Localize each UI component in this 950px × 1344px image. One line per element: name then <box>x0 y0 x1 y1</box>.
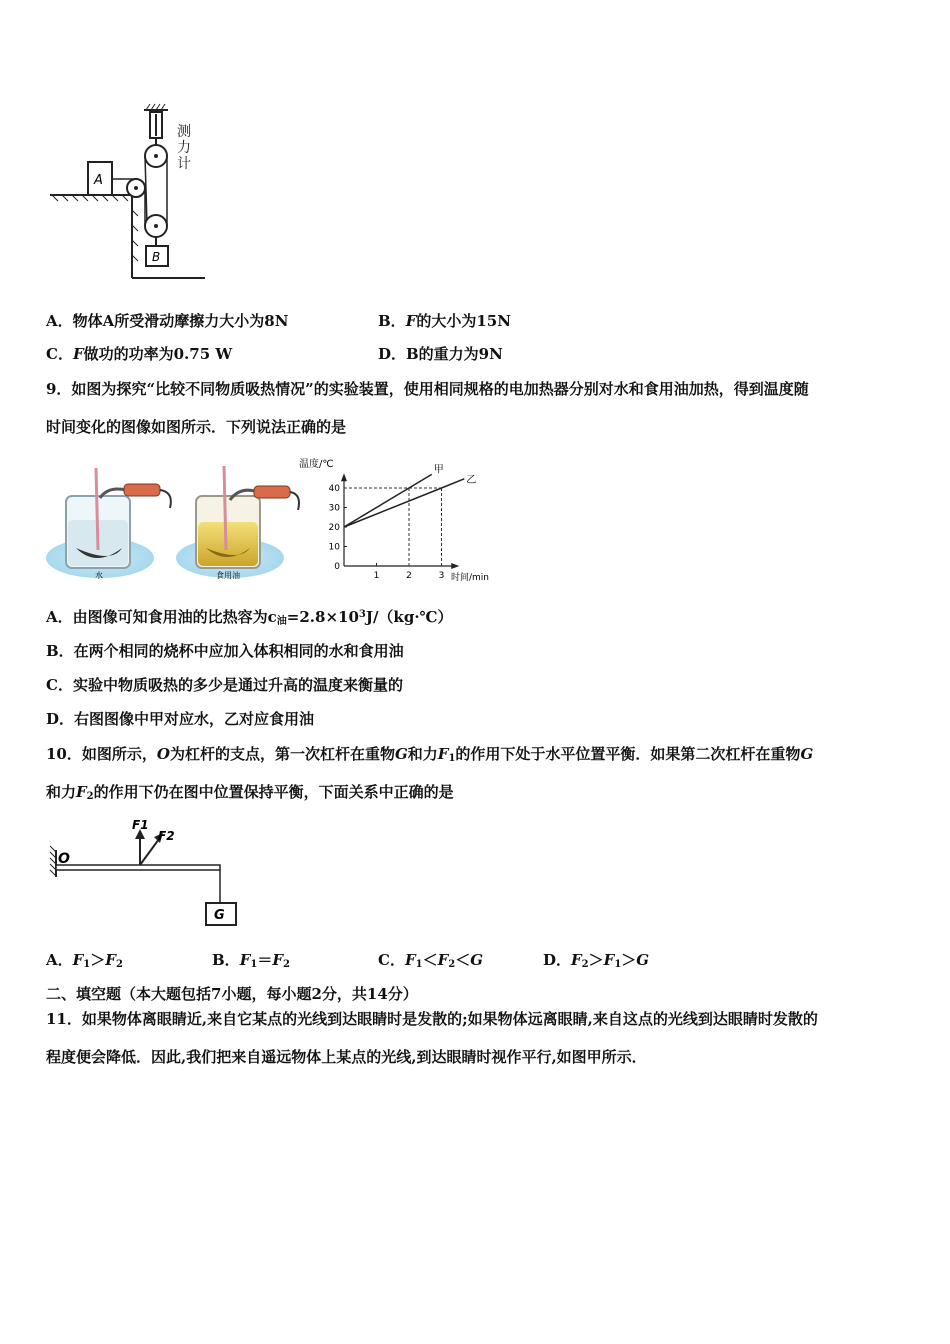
q10-text-1: 10．如图所示， <box>46 745 157 763</box>
q10-option-a[interactable] <box>46 949 123 971</box>
q9-option-a-sub: 油 <box>276 616 287 627</box>
q10-option-d-f: F <box>571 951 582 969</box>
q10-option-b-sub1: 1 <box>250 959 258 970</box>
chart-series-label: 甲 <box>433 464 444 476</box>
q8-option-c-suffix: 做功的功率为0.75 W <box>83 345 233 363</box>
q9-option-a-prefix: A．由图像可知食用油的比热容为c <box>46 608 277 626</box>
chart-ylabel: 温度/℃ <box>299 459 334 470</box>
q10-option-d-prefix: D． <box>543 951 572 969</box>
q10-option-a-sub2: 2 <box>115 959 123 970</box>
q10-option-a-f: F <box>72 951 84 969</box>
q10-sub-1: 1 <box>448 753 456 764</box>
q10-option-c-g: G <box>470 951 484 969</box>
block-b-label: B <box>152 250 161 264</box>
chart-y-axis-arrow <box>341 473 347 481</box>
q10-option-d[interactable] <box>543 949 649 971</box>
q11-stem-line2: 程度便会降低．因此,我们把来自遥远物体上某点的光线,到达眼睛时视作平行,如图甲所示． <box>46 1048 647 1066</box>
q8-option-c-var: F <box>72 345 84 363</box>
q11-stem-line1: 11．如果物体离眼睛近,来自它某点的光线到达眼睛时是发散的;如果物体远离眼睛,来自这点的光线到达眼睛时发散的 <box>46 1010 818 1028</box>
q10-var-f2: F <box>76 783 87 801</box>
q10-option-d-sub1: 1 <box>614 959 622 970</box>
q8-option-a[interactable]: A．物体A所受滑动摩擦力大小为8N <box>46 312 289 330</box>
lever-f1-label: F1 <box>132 818 149 832</box>
chart-x-tick-label: 3 <box>438 571 445 581</box>
q10-option-b-prefix: B． <box>212 951 240 969</box>
q10-option-c-f2: F <box>437 951 449 969</box>
q10-option-d-f2: F <box>603 951 615 969</box>
q10-option-b-f2: F <box>272 951 283 969</box>
q10-text-6: 的作用下仍在图中位置保持平衡，下面关系中正确的是 <box>93 783 454 801</box>
q10-option-c[interactable] <box>378 949 483 971</box>
q9-option-c[interactable]: C．实验中物质吸热的多少是通过升高的温度来衡量的 <box>46 676 403 694</box>
q9-option-d[interactable]: D．右图图像中甲对应水，乙对应食用油 <box>46 710 315 728</box>
q10-stem-line1 <box>46 743 813 765</box>
beaker-photos <box>44 458 304 582</box>
lever-pivot-label: O <box>58 851 70 867</box>
chart-x-tick-label: 1 <box>373 571 380 581</box>
q10-text-4: 的作用下处于水平位置平衡．如果第二次杠杆在重物 <box>455 745 801 763</box>
q10-text-5: 和力 <box>46 783 77 801</box>
q10-sub-2: 2 <box>86 791 94 802</box>
chart-x-axis-arrow <box>451 563 459 569</box>
q10-option-a-f2: F <box>105 951 116 969</box>
q8-option-c-prefix: C． <box>46 345 73 363</box>
q10-option-a-sub1: 1 <box>83 959 91 970</box>
temperature-time-chart <box>296 450 506 588</box>
q9-option-b[interactable]: B．在两个相同的烧杯中应加入体积相同的水和食用油 <box>46 642 404 660</box>
spring-scale-label: 测力计 <box>177 124 191 172</box>
section-title-fill-blank: 二、填空题（本大题包括7小题，每小题2分，共14分） <box>46 985 418 1003</box>
beaker-oil-label: 食用油 <box>216 571 240 580</box>
q10-option-c-prefix: C． <box>378 951 405 969</box>
block-a-label: A <box>94 173 103 188</box>
q10-option-a-prefix: A． <box>46 951 73 969</box>
q9-option-a-suffix: J/（kg·℃） <box>365 608 453 626</box>
q10-option-a-op: ＞ <box>90 951 106 969</box>
q10-option-d-g: G <box>636 951 650 969</box>
q10-option-c-op1: ＜ <box>422 951 438 969</box>
chart-xlabel: 时间/min <box>451 573 490 583</box>
chart-y-tick-label: 40 <box>328 484 340 494</box>
q9-option-a[interactable] <box>46 606 453 628</box>
q10-var-g: G <box>394 745 408 763</box>
beaker-water-label: 水 <box>95 571 103 580</box>
chart-x-tick-label: 2 <box>406 571 412 581</box>
q8-option-b-prefix: B． <box>378 312 406 330</box>
lever-weight-label: G <box>214 908 225 923</box>
q10-option-c-sub2: 2 <box>448 959 456 970</box>
q8-option-b-var: F <box>405 312 417 330</box>
chart-y-tick-label: 20 <box>328 523 340 533</box>
q9-stem-line1: 9．如图为探究“比较不同物质吸热情况”的实验装置，使用相同规格的电加热器分别对水和食用油加热，得到温度随 <box>46 380 809 398</box>
q10-option-b-sub2: 2 <box>282 959 290 970</box>
q10-option-d-sub2: 2 <box>581 959 589 970</box>
q10-option-c-f: F <box>404 951 416 969</box>
q10-text-2: 为杠杆的支点，第一次杠杆在重物 <box>169 745 395 763</box>
q10-option-b[interactable] <box>212 949 290 971</box>
q10-var-f1: F <box>437 745 449 763</box>
chart-series-label: 乙 <box>466 474 477 486</box>
q10-text-3: 和力 <box>407 745 438 763</box>
q9-option-a-sup: 3 <box>358 609 366 620</box>
lever-diagram <box>42 815 252 930</box>
q10-option-d-op1: ＞ <box>588 951 604 969</box>
q10-option-b-op: ＝ <box>257 951 273 969</box>
q10-var-g2: G <box>800 745 814 763</box>
q10-var-o: O <box>156 745 170 763</box>
chart-y-tick-label: 0 <box>334 562 340 572</box>
q8-option-b-suffix: 的大小为15N <box>416 312 511 330</box>
chart-y-tick-label: 10 <box>328 542 340 553</box>
q9-option-a-mid: =2.8×10 <box>286 608 359 626</box>
q10-option-d-op2: ＞ <box>621 951 637 969</box>
q10-option-c-sub1: 1 <box>415 959 423 970</box>
q8-option-b[interactable] <box>378 310 511 332</box>
q9-stem-line2: 时间变化的图像如图所示．下列说法正确的是 <box>46 418 347 436</box>
lever-f2-label: F2 <box>158 829 175 843</box>
chart-series-line <box>344 479 464 527</box>
chart-y-tick-label: 30 <box>328 503 340 514</box>
q10-stem-line2 <box>46 781 454 803</box>
q10-option-b-f: F <box>239 951 251 969</box>
chart-series-line <box>344 474 432 527</box>
q8-option-d[interactable]: D．B的重力为9N <box>378 345 503 363</box>
q8-option-c[interactable] <box>46 343 232 365</box>
q10-option-c-op2: ＜ <box>455 951 471 969</box>
